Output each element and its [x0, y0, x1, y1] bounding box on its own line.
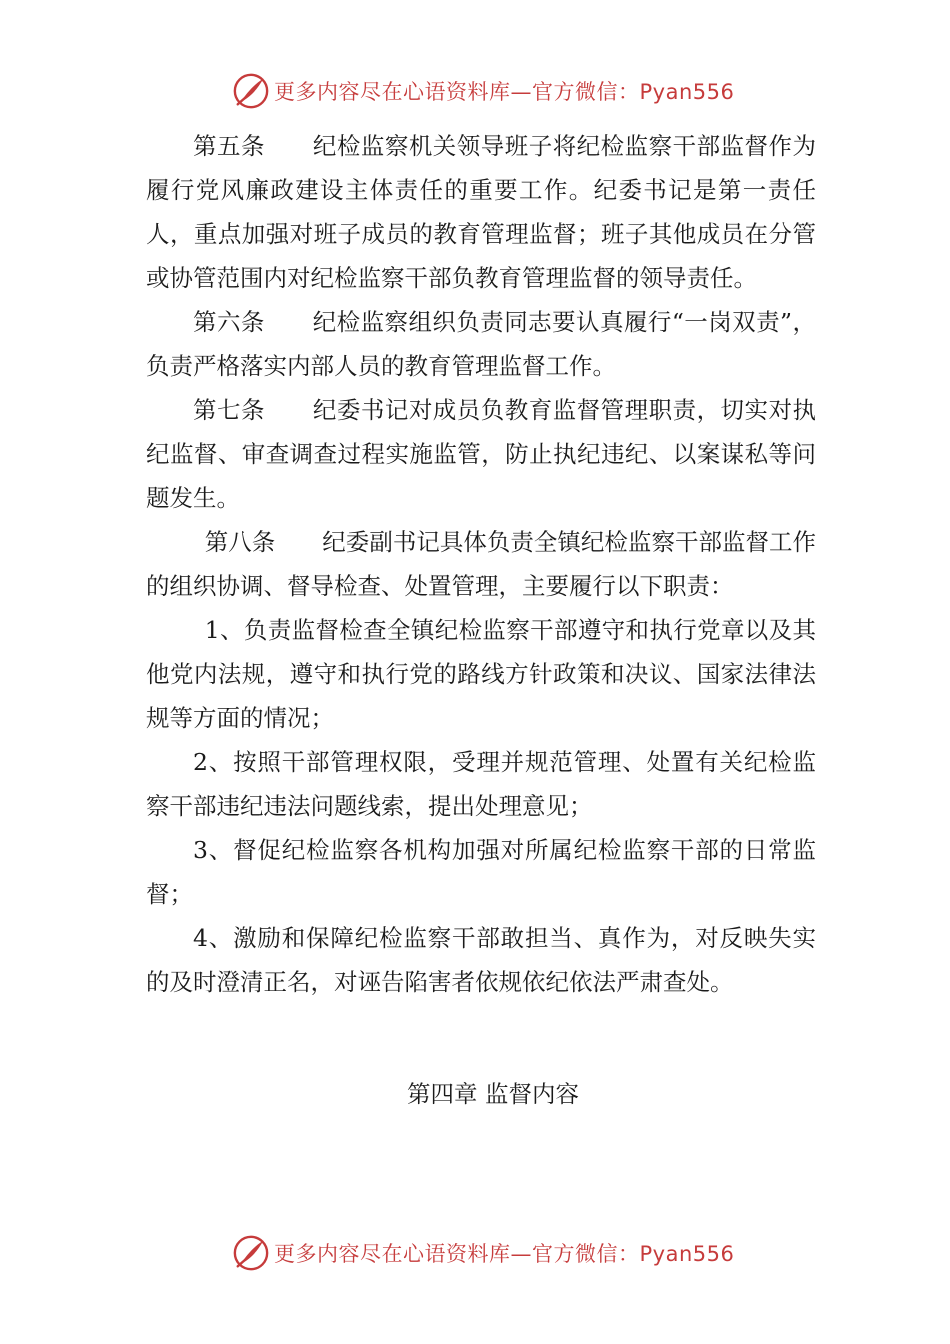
list-item: 2、按照干部管理权限，受理并规范管理、处置有关纪检监察干部违纪违法问题线索，提出处理意见；	[146, 748, 816, 820]
list-item: 3、督促纪检监察各机构加强对所属纪检监察干部的日常监督；	[146, 836, 816, 908]
article-paragraph: 第七条 纪委书记对成员负教育监督管理职责，切实对执纪监督、审查调查过程实施监管，防止执纪违纪、以案谋私等问题发生。	[146, 396, 816, 512]
article-paragraph: 第五条 纪检监察机关领导班子将纪检监察干部监督作为履行党风廉政建设主体责任的重要工作。纪委书记是第一责任人，重点加强对班子成员的教育管理监督；班子其他成员在分管或协管范围内对纪检监察干部负教育管理监督的领导责任。	[146, 132, 816, 292]
feather-quill-icon	[232, 1234, 270, 1272]
list-item: 1、负责监督检查全镇纪检监察干部遵守和执行党章以及其他党内法规，遵守和执行党的路线方针政策和决议、国家法律法规等方面的情况；	[146, 616, 816, 732]
chapter-heading-text: 第四章 监督内容	[407, 1080, 579, 1108]
header-banner	[232, 72, 734, 110]
banner-text: 更多内容尽在心语资料库—官方微信：Pyan556	[274, 1242, 735, 1266]
list-item: 4、激励和保障纪检监察干部敢担当、真作为，对反映失实的及时澄清正名，对诬告陷害者依规依纪依法严肃查处。	[146, 924, 816, 996]
article-paragraph: 第六条 纪检监察组织负责同志要认真履行“一岗双责”，负责严格落实内部人员的教育管理监督工作。	[146, 308, 816, 380]
footer-banner	[232, 1234, 734, 1272]
feather-quill-icon	[232, 72, 270, 110]
chapter-heading	[0, 1076, 950, 1112]
document-body	[146, 124, 816, 1004]
banner-text: 更多内容尽在心语资料库—官方微信：Pyan556	[274, 80, 735, 104]
article-paragraph: 第八条 纪委副书记具体负责全镇纪检监察干部监督工作的组织协调、督导检查、处置管理，主要履行以下职责：	[146, 528, 816, 600]
